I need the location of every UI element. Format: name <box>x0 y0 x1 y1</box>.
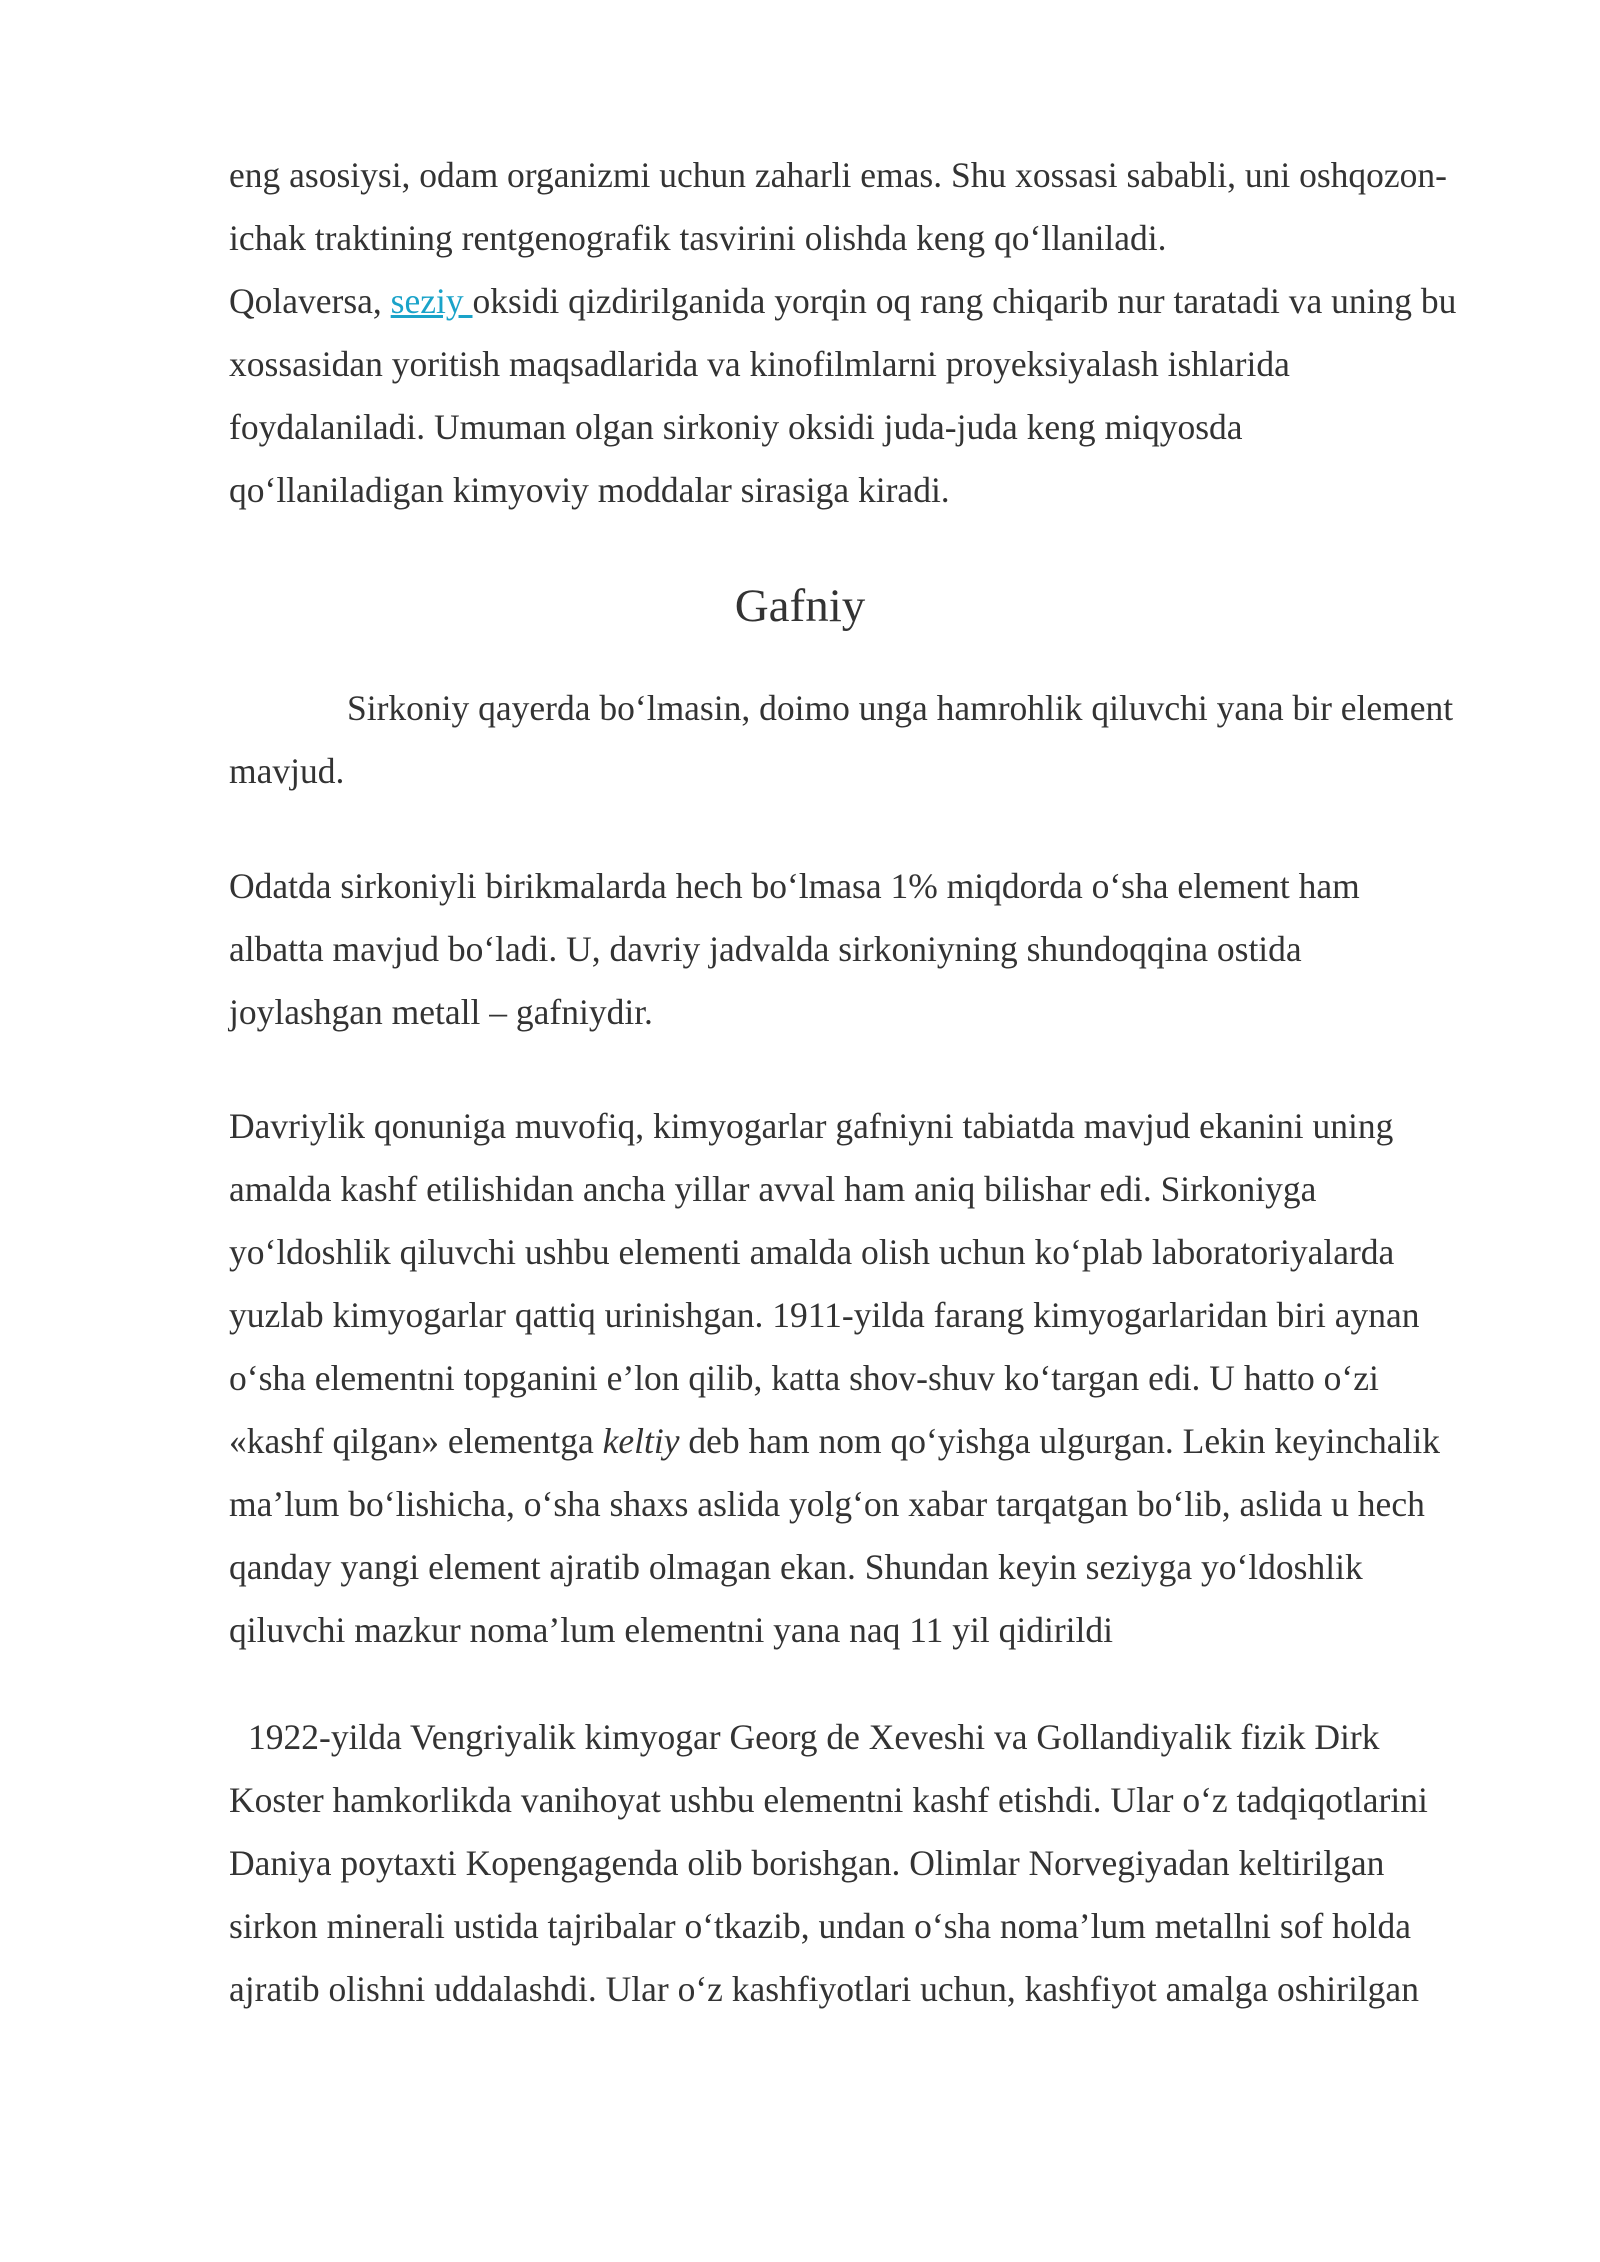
text-line: amalda kashf etilishidan ancha yillar avval ham aniq bilishar edi. Sirkoniyga <box>229 1169 1317 1209</box>
text-line: mavjud. <box>229 751 345 791</box>
text-line: ma’lum bo‘lishicha, o‘sha shaxs aslida yolg‘on xabar tarqatgan bo‘lib, aslida u hech <box>229 1484 1425 1524</box>
text-line: joylashgan metall – gafniydir. <box>229 992 653 1032</box>
text-line: Daniya poytaxti Kopengagenda olib borishgan. Olimlar Norvegiyadan keltirilgan <box>229 1843 1385 1883</box>
text-line: foydalaniladi. Umuman olgan sirkoniy oksidi juda-juda keng miqyosda <box>229 407 1243 447</box>
text-line: Davriylik qonuniga muvofiq, kimyogarlar gafniyni tabiatda mavjud ekanini uning <box>229 1106 1394 1146</box>
paragraph-davriylik <box>229 1095 1489 1662</box>
text-segment: Qolaversa, <box>229 281 391 321</box>
text-line: Odatda sirkoniyli birikmalarda hech bo‘lmasa 1% miqdorda o‘sha element ham <box>229 866 1360 906</box>
text-line: qanday yangi element ajratib olmagan ekan. Shundan keyin seziyga yo‘ldoshlik <box>229 1547 1363 1587</box>
text-line: Koster hamkorlikda vanihoyat ushbu elementni kashf etishdi. Ular o‘z tadqiqotlarini <box>229 1780 1428 1820</box>
seziy-link[interactable]: seziy <box>390 281 473 321</box>
text-segment: deb ham nom qo‘yishga ulgurgan. Lekin keyinchalik <box>679 1421 1440 1461</box>
text-line: eng asosiysi, odam organizmi uchun zaharli emas. Shu xossasi sababli, uni oshqozon- <box>229 155 1447 195</box>
text-line: ajratib olishni uddalashdi. Ular o‘z kashfiyotlari uchun, kashfiyot amalga oshirilgan <box>229 1969 1419 2009</box>
text-line: qiluvchi mazkur noma’lum elementni yana naq 11 yil qidirildi <box>229 1610 1113 1650</box>
text-line: sirkon minerali ustida tajribalar o‘tkazib, undan o‘sha noma’lum metallni sof holda <box>229 1906 1412 1946</box>
section-heading: Gafniy <box>734 580 866 632</box>
text-line <box>229 1410 1489 1473</box>
text-line: o‘sha elementni topganini e’lon qilib, katta shov-shuv ko‘targan edi. U hatto o‘zi <box>229 1358 1379 1398</box>
paragraph-hamroh <box>229 677 1489 803</box>
text-line: albatta mavjud bo‘ladi. U, davriy jadvalda sirkoniyning shundoqqina ostida <box>229 929 1302 969</box>
intro-paragraph <box>229 144 1489 522</box>
text-segment: «kashf qilgan» elementga <box>229 1421 603 1461</box>
italic-term: keltiy <box>602 1421 680 1461</box>
text-line: yo‘ldoshlik qiluvchi ushbu elementi amalda olish uchun ko‘plab laboratoriyalarda <box>229 1232 1395 1272</box>
paragraph-1922 <box>229 1706 1489 2021</box>
text-line: yuzlab kimyogarlar qattiq urinishgan. 1911-yilda farang kimyogarlaridan biri aynan <box>229 1295 1420 1335</box>
text-line: Sirkoniy qayerda bo‘lmasin, doimo unga hamrohlik qiluvchi yana bir element <box>347 688 1454 728</box>
text-line: ichak traktining rentgenografik tasvirini olishda keng qo‘llaniladi. <box>229 218 1167 258</box>
text-segment: oksidi qizdirilganida yorqin oq rang chiqarib nur taratadi va uning bu <box>472 281 1457 321</box>
text-line: 1922-yilda Vengriyalik kimyogar Georg de Xeveshi va Gollandiyalik fizik Dirk <box>248 1717 1380 1757</box>
paragraph-odatda <box>229 855 1489 1044</box>
text-line <box>229 270 1489 333</box>
text-line: qo‘llaniladigan kimyoviy moddalar sirasiga kiradi. <box>229 470 950 510</box>
text-line: xossasidan yoritish maqsadlarida va kinofilmlarni proyeksiyalash ishlarida <box>229 344 1290 384</box>
